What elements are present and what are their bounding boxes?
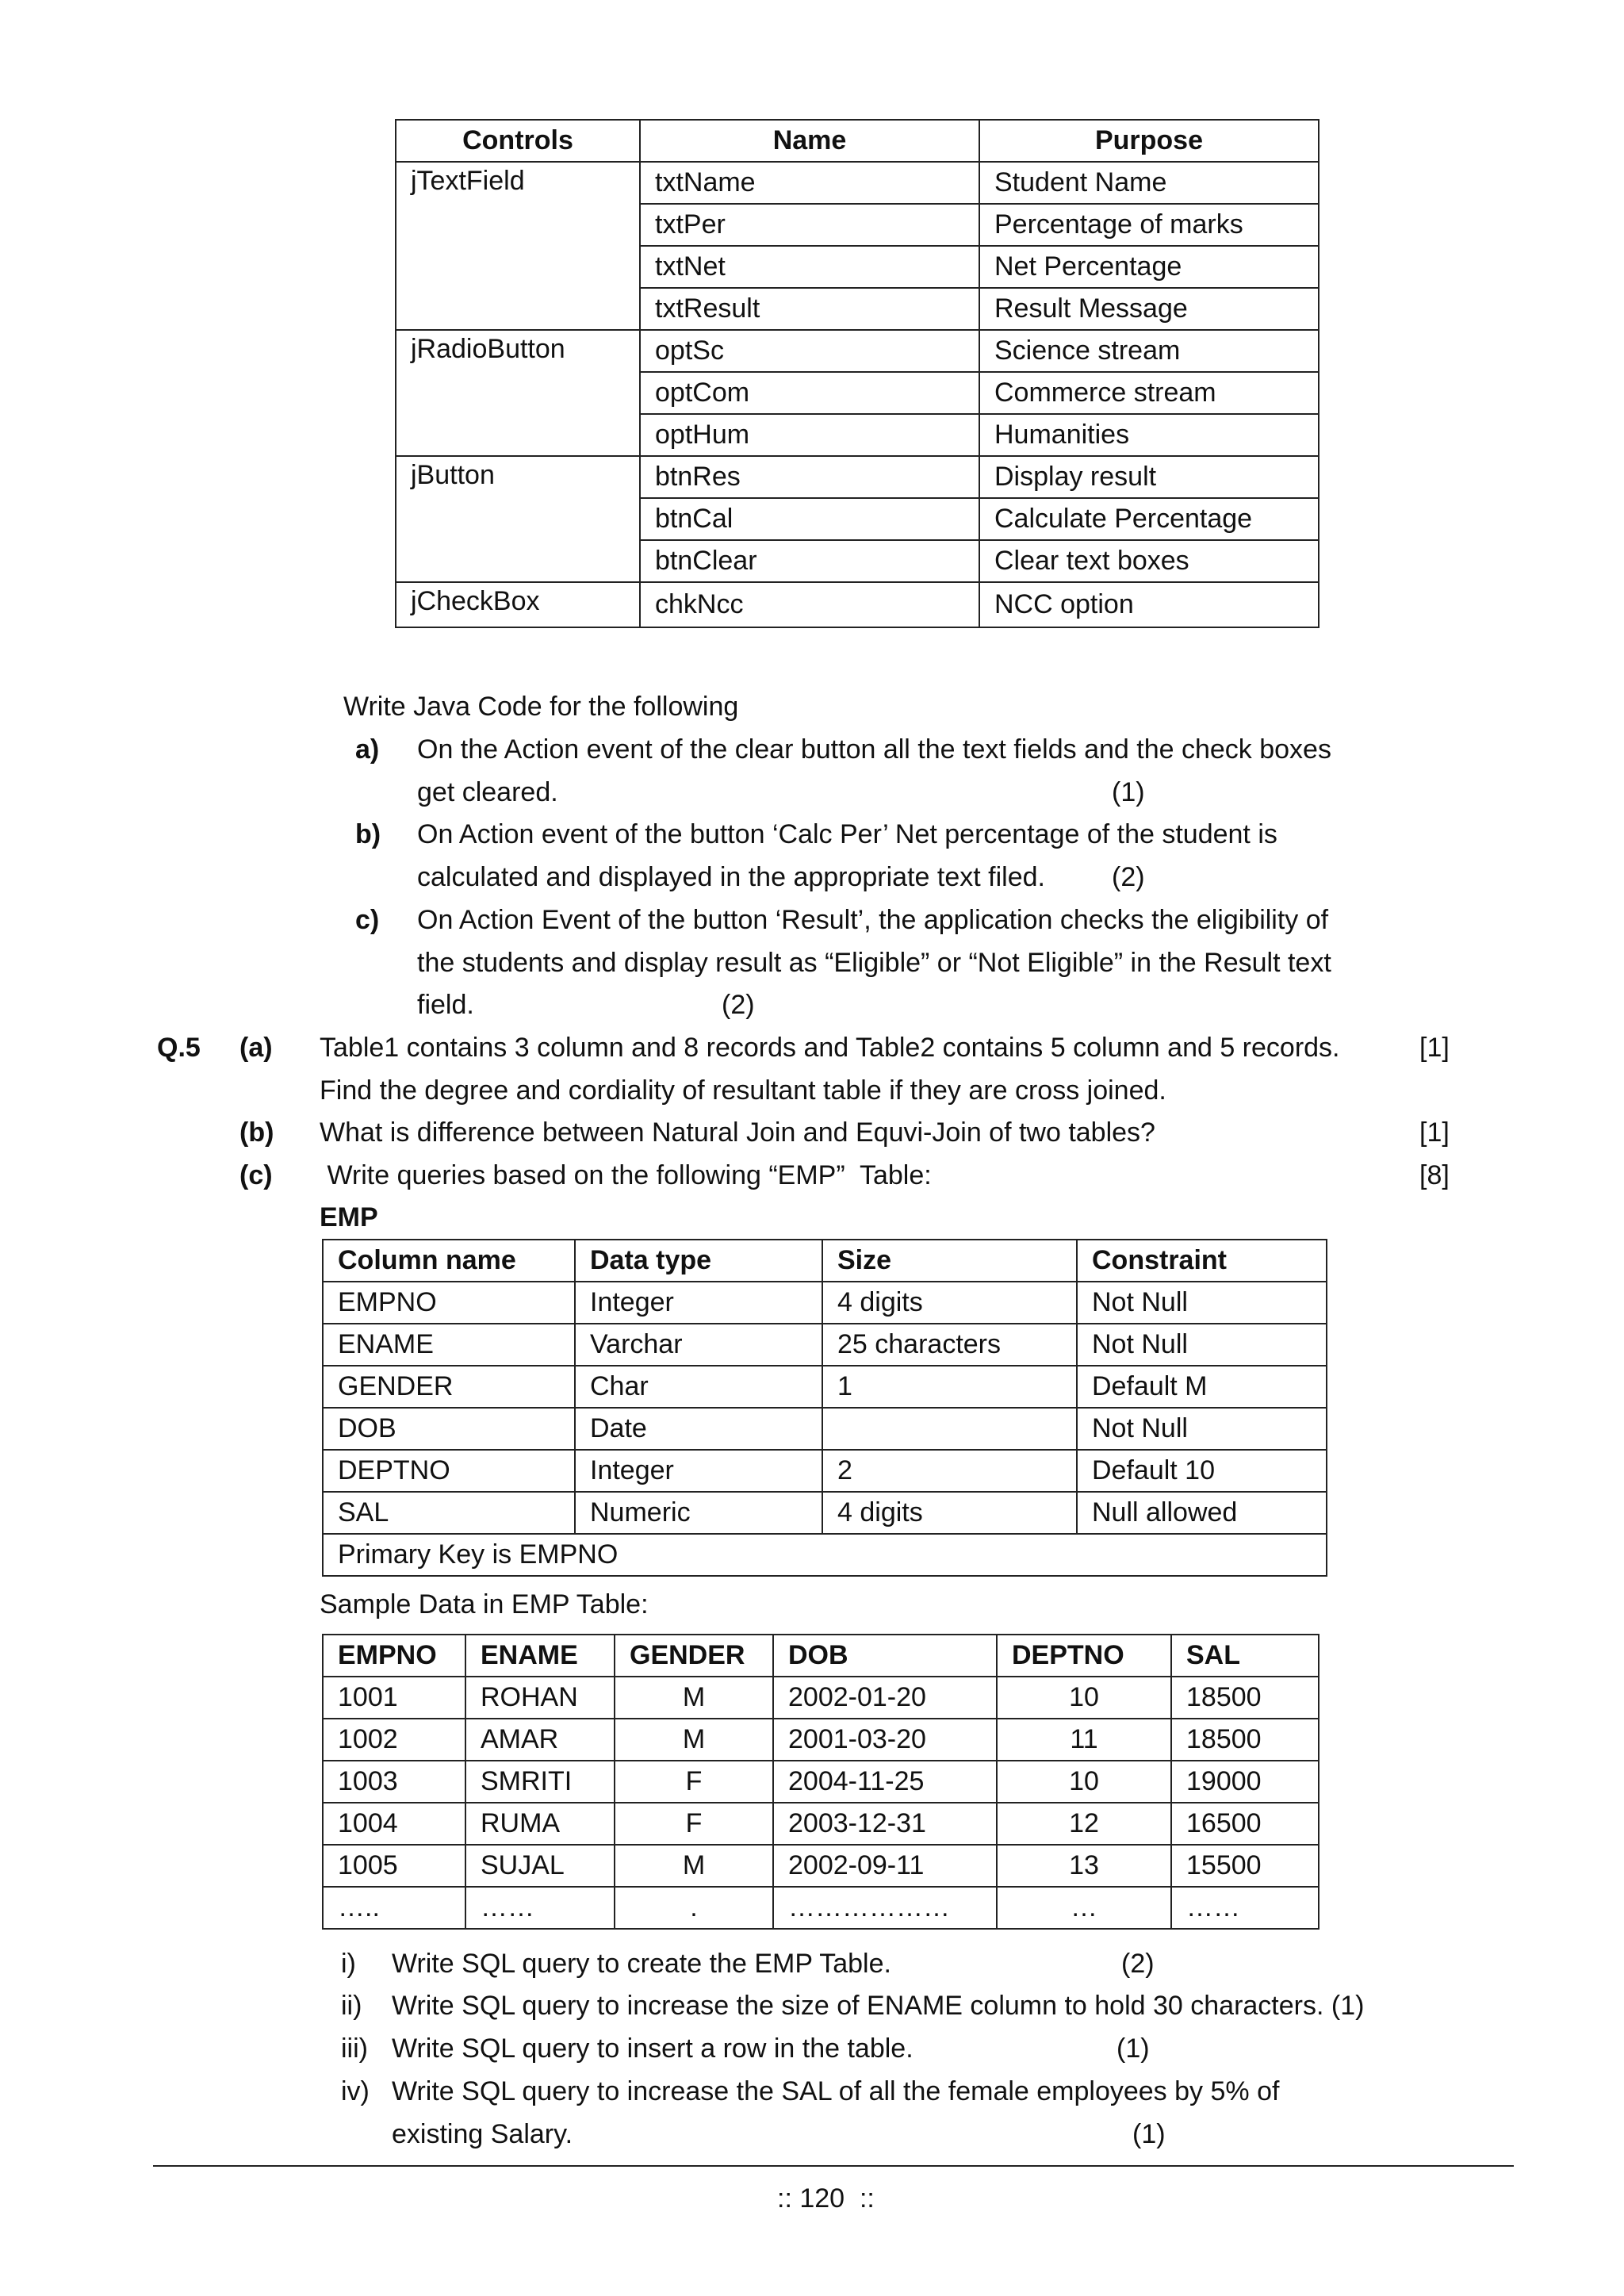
sample-empno-cell: …..: [323, 1887, 465, 1929]
sample-gender-cell: M: [615, 1845, 773, 1887]
schema-header-size: Size: [822, 1240, 1077, 1282]
q5-a-label: (a): [239, 1033, 273, 1063]
sample-empno-cell: 1001: [323, 1677, 465, 1719]
schema-constraint-cell: Default 10: [1077, 1450, 1327, 1492]
q5-a-line1: Table1 contains 3 column and 8 records and Table2 contains 5 column and 5 records.: [320, 1033, 1340, 1063]
schema-column-name-cell: EMPNO: [323, 1282, 575, 1324]
q5-b-text: What is difference between Natural Join and Equvi-Join of two tables?: [320, 1117, 1155, 1148]
query-iv-label: iv): [341, 2076, 370, 2106]
java-b-label: b): [355, 819, 381, 849]
sample-header-empno: EMPNO: [323, 1635, 465, 1677]
header-controls: Controls: [396, 120, 640, 162]
controls-table: [395, 119, 1320, 628]
query-iii-text: Write SQL query to insert a row in the table.: [392, 2033, 914, 2064]
table-row: [396, 162, 1319, 204]
sample-dob-cell: 2003-12-31: [773, 1803, 997, 1845]
schema-header-data-type: Data type: [575, 1240, 822, 1282]
q5-c-marks: [8]: [1419, 1160, 1450, 1190]
sample-ename-cell: SMRITI: [465, 1761, 615, 1803]
sample-sal-cell: 18500: [1171, 1719, 1319, 1761]
table-row: [323, 1803, 1319, 1845]
control-name-cell: txtName: [640, 162, 979, 204]
sample-dob-cell: 2001-03-20: [773, 1719, 997, 1761]
sample-dob-cell: 2002-09-11: [773, 1845, 997, 1887]
control-name-cell: optHum: [640, 414, 979, 456]
sample-header-gender: GENDER: [615, 1635, 773, 1677]
q5-b-label: (b): [239, 1117, 274, 1148]
sample-title: Sample Data in EMP Table:: [320, 1589, 649, 1619]
control-purpose-cell: Clear text boxes: [979, 540, 1319, 582]
sample-sal-cell: 19000: [1171, 1761, 1319, 1803]
table-row: [323, 1492, 1327, 1534]
control-purpose-cell: Science stream: [979, 330, 1319, 372]
table-row: [323, 1719, 1319, 1761]
table-row: [323, 1450, 1327, 1492]
table-row: [323, 1324, 1327, 1366]
schema-constraint-cell: Not Null: [1077, 1324, 1327, 1366]
schema-data-type-cell: Integer: [575, 1450, 822, 1492]
query-iv-text: Write SQL query to increase the SAL of all the female employees by 5% of: [392, 2076, 1280, 2106]
sample-deptno-cell: 12: [997, 1803, 1171, 1845]
table-row: [323, 1534, 1327, 1576]
query-iv-text2: existing Salary.: [392, 2119, 573, 2149]
control-purpose-cell: Student Name: [979, 162, 1319, 204]
sample-sal-cell: ……: [1171, 1887, 1319, 1929]
schema-column-name-cell: ENAME: [323, 1324, 575, 1366]
control-name-cell: chkNcc: [640, 582, 979, 627]
schema-data-type-cell: Numeric: [575, 1492, 822, 1534]
control-purpose-cell: Percentage of marks: [979, 204, 1319, 246]
sample-deptno-cell: 10: [997, 1677, 1171, 1719]
table-row: [396, 456, 1319, 498]
java-intro: Write Java Code for the following: [343, 692, 739, 722]
java-b-line2: calculated and displayed in the appropriate text filed.: [417, 862, 1045, 892]
control-name-cell: txtPer: [640, 204, 979, 246]
table-row: [323, 1845, 1319, 1887]
control-purpose-cell: Commerce stream: [979, 372, 1319, 414]
sample-deptno-cell: 13: [997, 1845, 1171, 1887]
header-purpose: Purpose: [979, 120, 1319, 162]
control-type-cell: jCheckBox: [396, 582, 640, 627]
query-iii-label: iii): [341, 2033, 368, 2064]
q5-a-marks: [1]: [1419, 1033, 1450, 1063]
control-name-cell: optSc: [640, 330, 979, 372]
emp-schema-body: [323, 1282, 1327, 1576]
schema-size-cell: 1: [822, 1366, 1077, 1408]
sample-header-deptno: DEPTNO: [997, 1635, 1171, 1677]
control-purpose-cell: Display result: [979, 456, 1319, 498]
java-b-line1: On Action event of the button ‘Calc Per’ Net percentage of the student is: [417, 819, 1277, 849]
sample-header-dob: DOB: [773, 1635, 997, 1677]
table-row: [323, 1887, 1319, 1929]
schema-header-column-name: Column name: [323, 1240, 575, 1282]
control-name-cell: txtResult: [640, 288, 979, 330]
java-c-label: c): [355, 905, 380, 935]
sample-ename-cell: RUMA: [465, 1803, 615, 1845]
sample-ename-cell: ……: [465, 1887, 615, 1929]
control-type-cell: jButton: [396, 456, 640, 582]
control-type-cell: jTextField: [396, 162, 640, 330]
q5-c-text: Write queries based on the following “EMP” Table:: [320, 1160, 932, 1190]
q5-number: Q.5: [157, 1033, 201, 1063]
java-b-marks: (2): [1112, 862, 1145, 892]
java-a-line2: get cleared.: [417, 777, 558, 807]
page-number: :: 120 ::: [777, 2183, 875, 2214]
query-i-text: Write SQL query to create the EMP Table.: [392, 1949, 891, 1979]
control-purpose-cell: Humanities: [979, 414, 1319, 456]
q5-c-label: (c): [239, 1160, 273, 1190]
schema-column-name-cell: DEPTNO: [323, 1450, 575, 1492]
java-a-marks: (1): [1112, 777, 1145, 807]
table-row: [323, 1366, 1327, 1408]
schema-column-name-cell: SAL: [323, 1492, 575, 1534]
query-ii-label: ii): [341, 1991, 362, 2021]
schema-size-cell: 4 digits: [822, 1282, 1077, 1324]
sample-deptno-cell: 11: [997, 1719, 1171, 1761]
table-header-row: [396, 120, 1319, 162]
schema-size-cell: [822, 1408, 1077, 1450]
control-name-cell: txtNet: [640, 246, 979, 288]
control-purpose-cell: NCC option: [979, 582, 1319, 627]
sample-dob-cell: ………………: [773, 1887, 997, 1929]
sample-data-body: [323, 1677, 1319, 1929]
schema-header-constraint: Constraint: [1077, 1240, 1327, 1282]
sample-gender-cell: F: [615, 1803, 773, 1845]
sample-header-row: [323, 1635, 1319, 1677]
schema-constraint-cell: Not Null: [1077, 1282, 1327, 1324]
schema-data-type-cell: Char: [575, 1366, 822, 1408]
sample-dob-cell: 2004-11-25: [773, 1761, 997, 1803]
control-purpose-cell: Calculate Percentage: [979, 498, 1319, 540]
schema-size-cell: 2: [822, 1450, 1077, 1492]
primary-key-note: Primary Key is EMPNO: [323, 1534, 1327, 1576]
java-c-line1: On Action Event of the button ‘Result’, the application checks the eligibility of: [417, 905, 1329, 935]
java-c-marks: (2): [722, 990, 755, 1020]
java-a-line1: On the Action event of the clear button all the text fields and the check boxes: [417, 734, 1331, 765]
sample-sal-cell: 16500: [1171, 1803, 1319, 1845]
control-type-cell: jRadioButton: [396, 330, 640, 456]
sample-ename-cell: ROHAN: [465, 1677, 615, 1719]
control-purpose-cell: Net Percentage: [979, 246, 1319, 288]
table-row: [396, 582, 1319, 627]
sample-deptno-cell: …: [997, 1887, 1171, 1929]
sample-data-table: [322, 1634, 1320, 1930]
q5-a-line2: Find the degree and cordiality of resultant table if they are cross joined.: [320, 1075, 1166, 1106]
java-a-label: a): [355, 734, 380, 765]
table-row: [323, 1408, 1327, 1450]
sample-ename-cell: SUJAL: [465, 1845, 615, 1887]
java-c-line2: the students and display result as “Eligible” or “Not Eligible” in the Result text: [417, 948, 1331, 978]
table-row: [323, 1761, 1319, 1803]
controls-table-body: [396, 162, 1319, 627]
emp-schema-table: [322, 1239, 1327, 1577]
schema-header-row: [323, 1240, 1327, 1282]
table-row: [323, 1282, 1327, 1324]
sample-sal-cell: 18500: [1171, 1677, 1319, 1719]
schema-data-type-cell: Integer: [575, 1282, 822, 1324]
query-i-label: i): [341, 1949, 356, 1979]
query-i-marks: (2): [1121, 1949, 1155, 1979]
sample-gender-cell: .: [615, 1887, 773, 1929]
control-name-cell: btnRes: [640, 456, 979, 498]
query-ii-text: Write SQL query to increase the size of ENAME column to hold 30 characters. (1): [392, 1991, 1365, 2021]
sample-deptno-cell: 10: [997, 1761, 1171, 1803]
sample-gender-cell: F: [615, 1761, 773, 1803]
sample-gender-cell: M: [615, 1719, 773, 1761]
query-iv-marks: (1): [1132, 2119, 1166, 2149]
sample-header-sal: SAL: [1171, 1635, 1319, 1677]
control-name-cell: btnCal: [640, 498, 979, 540]
header-name: Name: [640, 120, 979, 162]
q5-b-marks: [1]: [1419, 1117, 1450, 1148]
schema-size-cell: 4 digits: [822, 1492, 1077, 1534]
table-row: [396, 330, 1319, 372]
control-name-cell: optCom: [640, 372, 979, 414]
schema-constraint-cell: Default M: [1077, 1366, 1327, 1408]
schema-column-name-cell: DOB: [323, 1408, 575, 1450]
sample-empno-cell: 1005: [323, 1845, 465, 1887]
control-purpose-cell: Result Message: [979, 288, 1319, 330]
query-iii-marks: (1): [1116, 2033, 1150, 2064]
sample-sal-cell: 15500: [1171, 1845, 1319, 1887]
schema-constraint-cell: Null allowed: [1077, 1492, 1327, 1534]
schema-constraint-cell: Not Null: [1077, 1408, 1327, 1450]
emp-title: EMP: [320, 1202, 378, 1232]
table-row: [323, 1677, 1319, 1719]
sample-header-ename: ENAME: [465, 1635, 615, 1677]
java-c-line3: field.: [417, 990, 474, 1020]
sample-gender-cell: M: [615, 1677, 773, 1719]
schema-size-cell: 25 characters: [822, 1324, 1077, 1366]
footer-rule: [153, 2165, 1514, 2167]
sample-empno-cell: 1003: [323, 1761, 465, 1803]
schema-column-name-cell: GENDER: [323, 1366, 575, 1408]
sample-ename-cell: AMAR: [465, 1719, 615, 1761]
sample-empno-cell: 1002: [323, 1719, 465, 1761]
control-name-cell: btnClear: [640, 540, 979, 582]
sample-dob-cell: 2002-01-20: [773, 1677, 997, 1719]
schema-data-type-cell: Varchar: [575, 1324, 822, 1366]
schema-data-type-cell: Date: [575, 1408, 822, 1450]
sample-empno-cell: 1004: [323, 1803, 465, 1845]
